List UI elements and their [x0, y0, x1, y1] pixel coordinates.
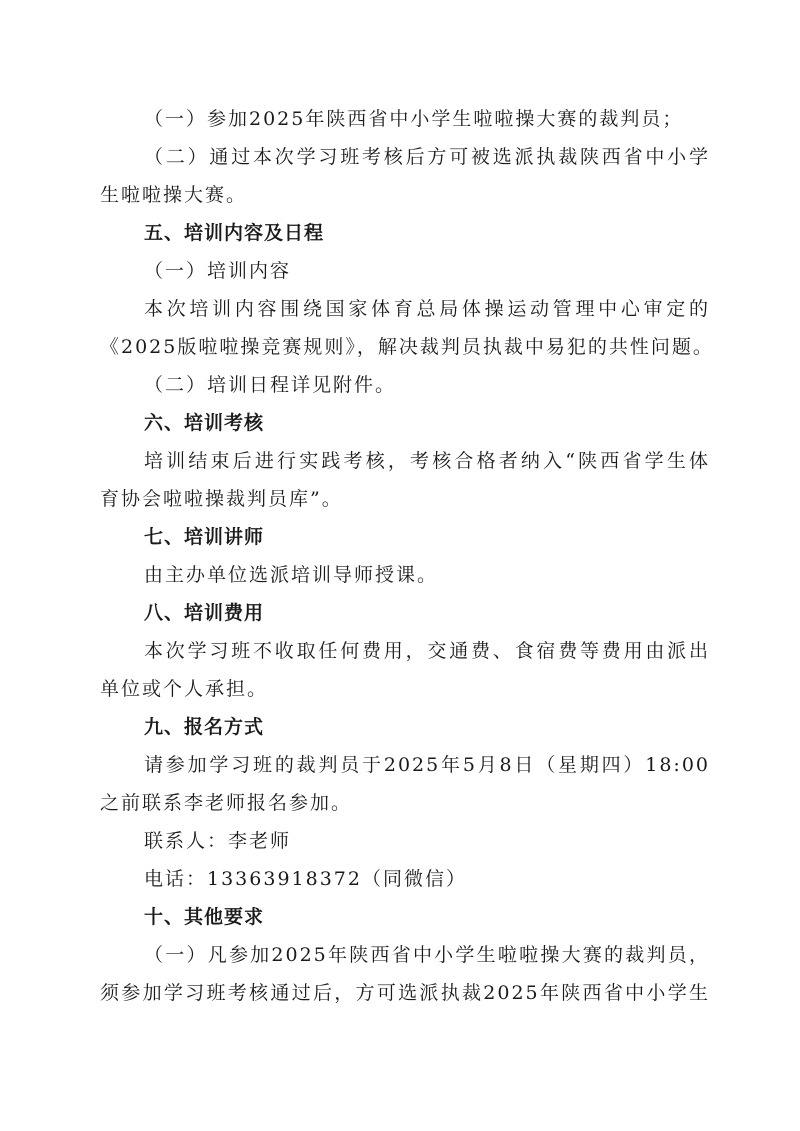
paragraph-line: 由主办单位选派培训导师授课。 [144, 564, 439, 586]
paragraph-line: 请参加学习班的裁判员于2025年5月8日（星期四）18:00 [144, 754, 710, 776]
paragraph-line: 单位或个人承担。 [100, 678, 269, 700]
paragraph-line: 本次培训内容围绕国家体育总局体操运动管理中心审定的 [144, 298, 710, 320]
section-heading: 五、培训内容及日程 [144, 222, 325, 244]
paragraph-line: 培训结束后进行实践考核，考核合格者纳入“陕西省学生体 [144, 450, 710, 472]
section-heading: 七、培训讲师 [144, 526, 265, 548]
paragraph-line: 本次学习班不收取任何费用，交通费、食宿费等费用由派出 [144, 640, 710, 662]
paragraph-line: （二）通过本次学习班考核后方可被选派执裁陕西省中小学 [144, 146, 710, 168]
section-heading: 九、报名方式 [144, 716, 265, 738]
paragraph-line: 须参加学习班考核通过后，方可选派执裁2025年陕西省中小学生 [100, 982, 710, 1004]
paragraph-line: （一）培训内容 [144, 260, 292, 282]
section-heading: 八、培训费用 [144, 602, 265, 624]
section-heading: 十、其他要求 [144, 906, 265, 928]
document-body [100, 100, 714, 1012]
contact-person-line: 联系人：李老师 [144, 830, 292, 852]
paragraph-line: 之前联系李老师报名参加。 [100, 792, 353, 814]
contact-phone-line: 电话：13363918372（同微信） [144, 868, 467, 890]
paragraph-line: 生啦啦操大赛。 [100, 184, 248, 206]
paragraph-line: 《2025版啦啦操竞赛规则》，解决裁判员执裁中易犯的共性问题。 [100, 336, 714, 358]
section-heading: 六、培训考核 [144, 412, 265, 434]
paragraph-line: 育协会啦啦操裁判员库”。 [100, 488, 343, 510]
paragraph-line: （一）参加2025年陕西省中小学生啦啦操大赛的裁判员； [144, 108, 684, 130]
paragraph-line: （一）凡参加2025年陕西省中小学生啦啦操大赛的裁判员， [144, 944, 710, 966]
paragraph-line: （二）培训日程详见附件。 [144, 374, 397, 396]
